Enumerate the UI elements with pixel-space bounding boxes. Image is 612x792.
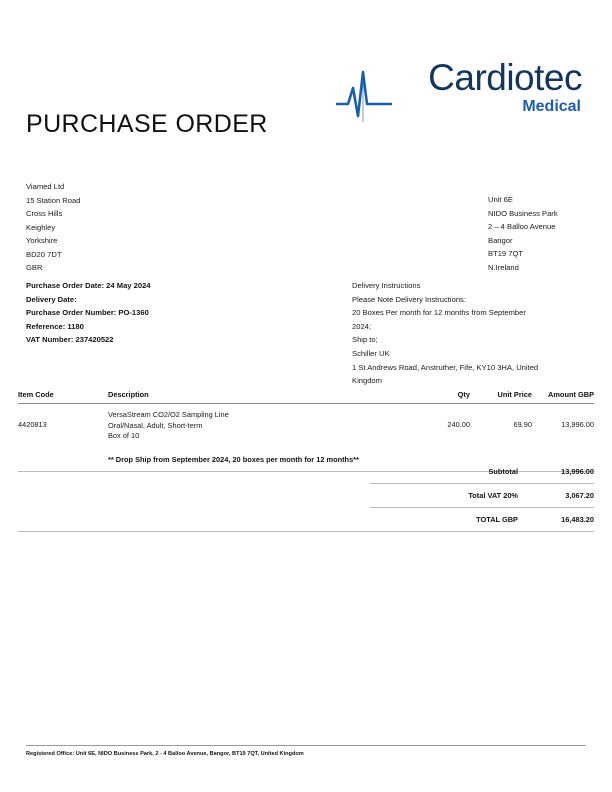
footer-registered-office: Registered Office: Unit 6E, NIDO Business Park, 2 - 4 Balloo Avenue, Bangor, BT19 7QT, United Kingdom	[26, 751, 304, 757]
supplier-address-line: N.Ireland	[488, 262, 519, 272]
order-number: Purchase Order Number: PO-1360	[26, 308, 149, 318]
grand-total-label: TOTAL GBP	[476, 515, 518, 524]
delivery-instructions-line: Please Note Delivery Instructions:	[352, 294, 466, 304]
buyer-address-line: Cross Hills	[26, 209, 63, 218]
delivery-instructions-line: Schiller UK	[352, 348, 390, 358]
buyer-address-line: Viamed Ltd	[26, 182, 65, 191]
description-line: Oral/Nasal, Adult, Short-term	[108, 420, 203, 430]
cell-description	[108, 410, 408, 442]
cell-item-code: 4420813	[18, 420, 47, 429]
brand-tagline: Medical	[522, 98, 581, 115]
buyer-address-line: Yorkshire	[26, 236, 58, 245]
description-line: VersaStream CO2/O2 Sampling Line	[108, 410, 229, 419]
order-meta	[26, 279, 316, 347]
vat-value: 3,067.20	[565, 491, 594, 500]
supplier-address-line: Bangor	[488, 235, 513, 245]
cell-amount: 13,996.00	[561, 420, 594, 429]
delivery-instructions-heading: Delivery Instructions	[352, 281, 421, 290]
delivery-instructions-line: 20 Boxes Per month for 12 months from September	[352, 308, 526, 318]
supplier-address-line: BT19 7QT	[488, 249, 524, 258]
delivery-instructions-line: 2024;	[352, 321, 372, 331]
brand-name: Cardiotec	[428, 57, 582, 98]
order-reference: Reference: 1180	[26, 321, 84, 331]
delivery-instructions-line: Kingdom	[352, 376, 382, 386]
column-header-item-code: Item Code	[18, 390, 54, 399]
delivery-instructions-line: 1 St Andrews Road, Anstruther, Fife, KY10 3HA, United	[352, 362, 539, 372]
totals-block	[18, 460, 594, 532]
column-header-qty: Qty	[457, 390, 470, 399]
supplier-address-line: NIDO Business Park	[488, 208, 558, 218]
supplier-address-line: 2 – 4 Balloo Avenue	[488, 222, 556, 231]
buyer-address-line: GBR	[26, 263, 43, 272]
description-line: Box of 10	[108, 431, 140, 440]
column-header-amount: Amount GBP	[548, 390, 594, 399]
delivery-instructions	[352, 279, 587, 388]
footer-divider	[26, 745, 586, 746]
ecg-heartbeat-icon	[334, 64, 394, 124]
order-date: Purchase Order Date: 24 May 2024	[26, 281, 151, 290]
totals-row-vat	[18, 484, 594, 507]
totals-row-subtotal	[18, 460, 594, 483]
delivery-date: Delivery Date:	[26, 294, 77, 304]
table-row	[18, 404, 594, 450]
supplier-address-line: Unit 6E	[488, 195, 513, 204]
items-note: ** Drop Ship from September 2024, 20 boxes per month for 12 months**	[108, 454, 359, 464]
buyer-address-line: BD20 7DT	[26, 249, 62, 259]
column-header-unit-price: Unit Price	[497, 390, 532, 399]
buyer-address-line: Keighley	[26, 222, 56, 232]
table-header-row	[18, 388, 594, 403]
totals-bottom-divider	[18, 531, 594, 532]
totals-row-grand-total	[18, 508, 594, 531]
page-title: PURCHASE ORDER	[26, 110, 268, 138]
column-header-description: Description	[108, 390, 149, 399]
subtotal-label: Subtotal	[488, 467, 518, 476]
supplier-address	[488, 193, 608, 274]
company-logo	[334, 58, 584, 130]
grand-total-value: 16,483.20	[561, 515, 594, 524]
items-table	[18, 388, 594, 472]
buyer-address	[26, 180, 276, 275]
cell-qty: 240.00	[447, 420, 470, 429]
delivery-instructions-line: Ship to;	[352, 335, 378, 345]
vat-label: Total VAT 20%	[468, 491, 518, 500]
subtotal-value: 13,996.00	[561, 467, 594, 476]
cell-unit-price: 69.90	[513, 420, 532, 429]
buyer-address-line: 15 Station Road	[26, 195, 81, 205]
vat-number: VAT Number: 237420522	[26, 335, 114, 345]
